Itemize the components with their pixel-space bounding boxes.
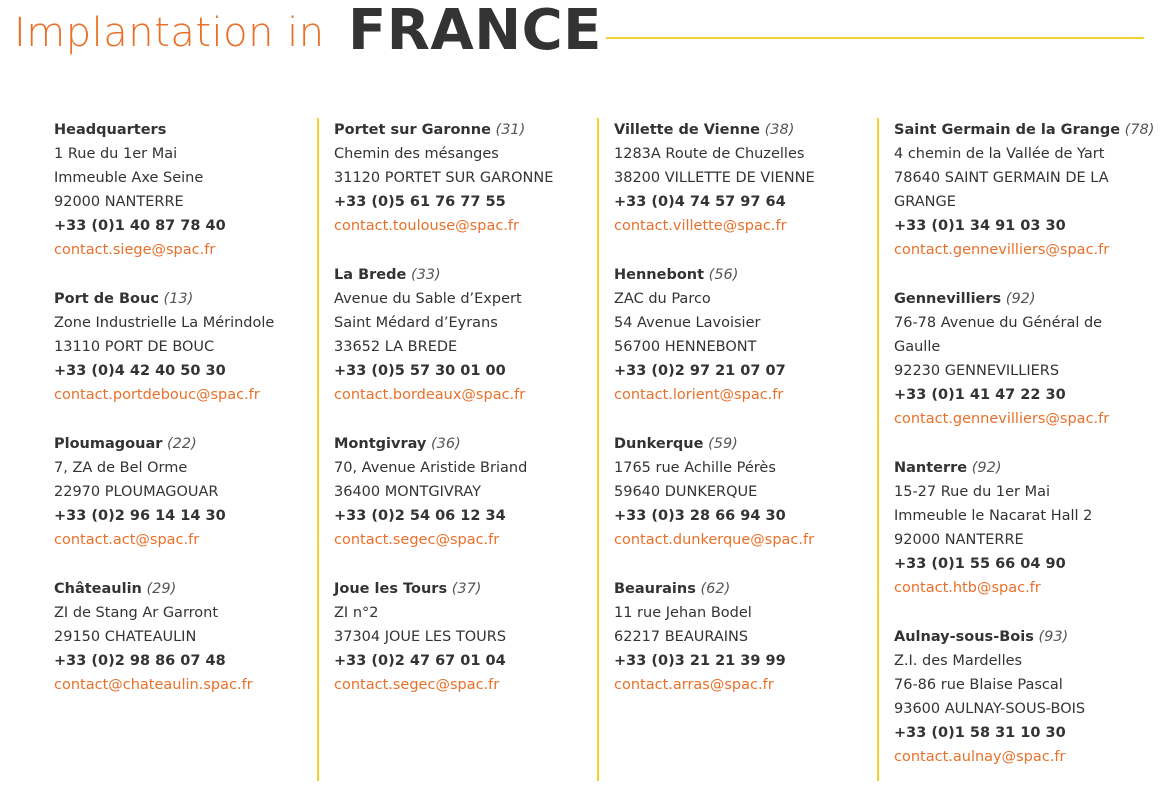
location-department: (29): [146, 581, 177, 597]
address-line: Immeuble Axe Seine: [54, 170, 204, 186]
location-entry: [334, 118, 599, 238]
location-heading: [614, 118, 879, 142]
location-name: La Brede: [334, 267, 407, 283]
location-entry: [614, 263, 879, 407]
email-link[interactable]: contact@chateaulin.spac.fr: [54, 677, 253, 693]
location-department: (92): [1005, 291, 1036, 307]
location-heading: [614, 432, 879, 456]
location-entry: [334, 432, 599, 552]
location-name: Aulnay-sous-Bois: [894, 629, 1034, 645]
address-line: 31120 PORTET SUR GARONNE: [334, 170, 554, 186]
phone-number: +33 (0)1 58 31 10 30: [894, 725, 1066, 741]
email-link[interactable]: contact.htb@spac.fr: [894, 580, 1041, 596]
email-link[interactable]: contact.segec@spac.fr: [334, 677, 500, 693]
location-name: Headquarters: [54, 122, 167, 138]
location-department: (38): [764, 122, 795, 138]
address-line: 15-27 Rue du 1er Mai: [894, 484, 1051, 500]
address-line: 33652 LA BREDE: [334, 339, 458, 355]
location-heading: [334, 263, 599, 287]
phone-number: +33 (0)1 34 91 03 30: [894, 218, 1066, 234]
page-title-bold: FRANCE: [348, 0, 602, 63]
location-entry: [54, 118, 319, 262]
location-entry: [894, 456, 1159, 600]
location-heading: [54, 577, 319, 601]
location-department: (93): [1038, 629, 1069, 645]
address-line: 37304 JOUE LES TOURS: [334, 629, 507, 645]
phone-number: +33 (0)2 97 21 07 07: [614, 363, 786, 379]
location-heading: [614, 577, 879, 601]
address-line: GRANGE: [894, 194, 956, 210]
address-line: 92000 NANTERRE: [894, 532, 1024, 548]
address-line: 92000 NANTERRE: [54, 194, 184, 210]
email-link[interactable]: contact.segec@spac.fr: [334, 532, 500, 548]
location-name: Nanterre: [894, 460, 968, 476]
phone-number: +33 (0)2 96 14 14 30: [54, 508, 226, 524]
phone-number: +33 (0)2 98 86 07 48: [54, 653, 226, 669]
location-heading: [334, 432, 599, 456]
email-link[interactable]: contact.siege@spac.fr: [54, 242, 216, 258]
address-line: 70, Avenue Aristide Briand: [334, 460, 528, 476]
location-name: Dunkerque: [614, 436, 704, 452]
phone-number: +33 (0)1 40 87 78 40: [54, 218, 226, 234]
location-department: (78): [1124, 122, 1155, 138]
address-line: 36400 MONTGIVRAY: [334, 484, 481, 500]
location-entry: [334, 263, 599, 407]
address-line: ZI n°2: [334, 605, 379, 621]
location-name: Gennevilliers: [894, 291, 1002, 307]
page-header: [14, 0, 1154, 70]
location-name: Saint Germain de la Grange: [894, 122, 1121, 138]
location-department: (22): [166, 436, 197, 452]
address-line: 11 rue Jehan Bodel: [614, 605, 752, 621]
location-heading: [334, 118, 599, 142]
location-entry: [334, 577, 599, 697]
email-link[interactable]: contact.portdebouc@spac.fr: [54, 387, 260, 403]
location-department: (37): [451, 581, 482, 597]
address-line: Z.I. des Mardelles: [894, 653, 1023, 669]
address-line: Chemin des mésanges: [334, 146, 499, 162]
location-entry: [54, 577, 319, 697]
address-line: 1765 rue Achille Pérès: [614, 460, 776, 476]
address-line: 59640 DUNKERQUE: [614, 484, 758, 500]
phone-number: +33 (0)4 42 40 50 30: [54, 363, 226, 379]
address-line: 1283A Route de Chuzelles: [614, 146, 805, 162]
location-entry: [894, 287, 1159, 431]
location-department: (59): [708, 436, 738, 452]
location-column: [614, 118, 879, 722]
address-line: ZAC du Parco: [614, 291, 711, 307]
location-department: (33): [410, 267, 441, 283]
email-link[interactable]: contact.aulnay@spac.fr: [894, 749, 1066, 765]
location-heading: [894, 456, 1159, 480]
address-line: ZI de Stang Ar Garront: [54, 605, 219, 621]
address-line: 1 Rue du 1er Mai: [54, 146, 178, 162]
phone-number: +33 (0)3 21 21 39 99: [614, 653, 786, 669]
location-department: (92): [971, 460, 1002, 476]
email-link[interactable]: contact.villette@spac.fr: [614, 218, 787, 234]
page-title-light: Implantation in: [14, 10, 325, 56]
location-name: Joue les Tours: [334, 581, 448, 597]
location-heading: [894, 625, 1159, 649]
address-line: 62217 BEAURAINS: [614, 629, 749, 645]
location-department: (62): [700, 581, 731, 597]
location-entry: [614, 577, 879, 697]
location-column: [334, 118, 599, 722]
address-line: 76-86 rue Blaise Pascal: [894, 677, 1063, 693]
location-column: [894, 118, 1159, 794]
address-line: 22970 PLOUMAGOUAR: [54, 484, 219, 500]
address-line: Gaulle: [894, 339, 941, 355]
location-name: Montgivray: [334, 436, 427, 452]
email-link[interactable]: contact.act@spac.fr: [54, 532, 200, 548]
address-line: 93600 AULNAY-SOUS-BOIS: [894, 701, 1086, 717]
location-entry: [894, 625, 1159, 769]
email-link[interactable]: contact.gennevilliers@spac.fr: [894, 242, 1110, 258]
location-department: (13): [163, 291, 194, 307]
location-name: Ploumagouar: [54, 436, 163, 452]
address-line: 78640 SAINT GERMAIN DE LA: [894, 170, 1109, 186]
email-link[interactable]: contact.bordeaux@spac.fr: [334, 387, 526, 403]
location-heading: [894, 287, 1159, 311]
location-name: Hennebont: [614, 267, 705, 283]
address-line: 38200 VILLETTE DE VIENNE: [614, 170, 815, 186]
phone-number: +33 (0)1 55 66 04 90: [894, 556, 1066, 572]
location-name: Villette de Vienne: [614, 122, 760, 138]
location-entry: [894, 118, 1159, 262]
email-link[interactable]: contact.toulouse@spac.fr: [334, 218, 519, 234]
location-entry: [54, 287, 319, 407]
location-entry: [614, 432, 879, 552]
address-line: 7, ZA de Bel Orme: [54, 460, 188, 476]
address-line: 29150 CHATEAULIN: [54, 629, 197, 645]
address-line: 76-78 Avenue du Général de: [894, 315, 1103, 331]
location-department: (31): [495, 122, 526, 138]
address-line: 4 chemin de la Vallée de Yart: [894, 146, 1105, 162]
location-department: (56): [708, 267, 739, 283]
location-column: [54, 118, 319, 722]
email-link[interactable]: contact.dunkerque@spac.fr: [614, 532, 815, 548]
email-link[interactable]: contact.arras@spac.fr: [614, 677, 774, 693]
email-link[interactable]: contact.gennevilliers@spac.fr: [894, 411, 1110, 427]
phone-number: +33 (0)2 47 67 01 04: [334, 653, 506, 669]
title-divider: [606, 37, 1144, 39]
phone-number: +33 (0)3 28 66 94 30: [614, 508, 786, 524]
phone-number: +33 (0)5 57 30 01 00: [334, 363, 506, 379]
location-entry: [614, 118, 879, 238]
location-name: Port de Bouc: [54, 291, 159, 307]
location-heading: [54, 287, 319, 311]
phone-number: +33 (0)5 61 76 77 55: [334, 194, 506, 210]
location-name: Châteaulin: [54, 581, 142, 597]
address-line: Zone Industrielle La Mérindole: [54, 315, 275, 331]
location-name: Beaurains: [614, 581, 696, 597]
address-line: Saint Médard d’Eyrans: [334, 315, 498, 331]
location-heading: [54, 432, 319, 456]
location-name: Portet sur Garonne: [334, 122, 491, 138]
location-heading: [894, 118, 1159, 142]
address-line: Avenue du Sable d’Expert: [334, 291, 522, 307]
location-heading: [614, 263, 879, 287]
location-department: (36): [431, 436, 461, 452]
address-line: 92230 GENNEVILLIERS: [894, 363, 1060, 379]
location-heading: [334, 577, 599, 601]
location-entry: [54, 432, 319, 552]
phone-number: +33 (0)1 41 47 22 30: [894, 387, 1066, 403]
phone-number: +33 (0)2 54 06 12 34: [334, 508, 506, 524]
address-line: 13110 PORT DE BOUC: [54, 339, 215, 355]
location-heading: [54, 118, 319, 142]
email-link[interactable]: contact.lorient@spac.fr: [614, 387, 784, 403]
address-line: 56700 HENNEBONT: [614, 339, 757, 355]
address-line: Immeuble le Nacarat Hall 2: [894, 508, 1093, 524]
address-line: 54 Avenue Lavoisier: [614, 315, 761, 331]
phone-number: +33 (0)4 74 57 97 64: [614, 194, 786, 210]
